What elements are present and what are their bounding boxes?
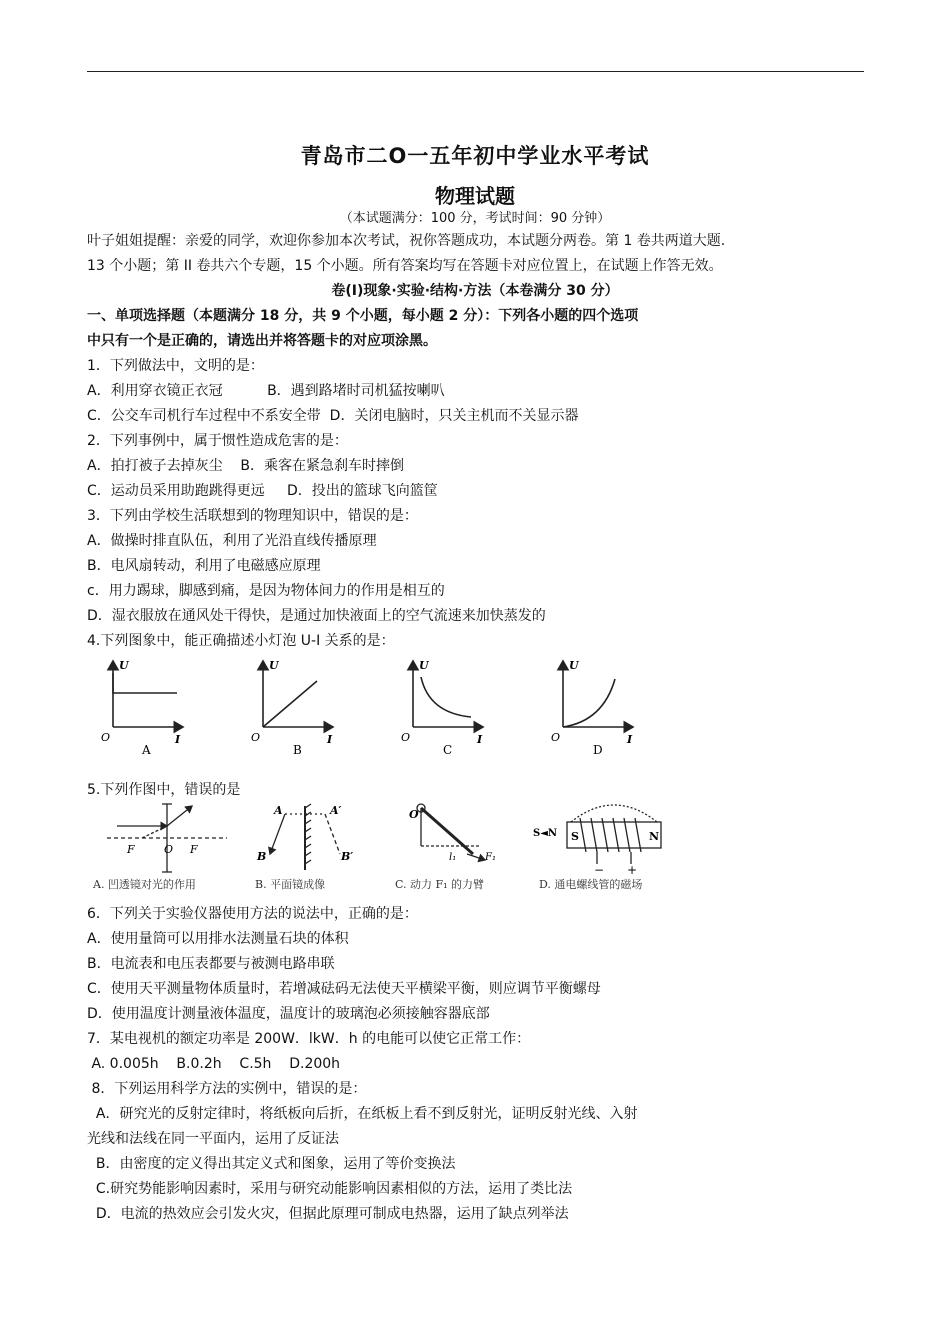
question-4: 4.下列图象中，能正确描述小灯泡 U-I 关系的是：: [87, 633, 395, 649]
section-title: 卷(I)现象·实验·结构·方法（本卷满分 30 分）: [331, 283, 619, 299]
q6-option-c: C．使用天平测量物体质量时，若增减砝码无法使天平横梁平衡，则应调节平衡螺母: [87, 981, 601, 997]
lens-f-left: F: [127, 843, 135, 856]
lens-diagram: [107, 804, 227, 872]
graph-a-u-label: U: [119, 659, 129, 672]
q5-figures: [87, 798, 677, 894]
graph-b-u-label: U: [269, 659, 279, 672]
graph-c-u-label: U: [419, 659, 429, 672]
lever-l1: l₁: [449, 852, 457, 863]
graph-b-o-label: O: [251, 731, 261, 744]
lever-f1: F₁: [485, 852, 496, 863]
q8-option-a-line1: A．研究光的反射定律时，将纸板向后折，在纸板上看不到反射光，证明反射光线、入射: [87, 1106, 638, 1122]
lens-f-right: F: [190, 843, 198, 856]
mirror-a-prime: A′: [330, 804, 342, 817]
question-1: 1．下列做法中，文明的是：: [87, 358, 264, 374]
notice-line-1: 叶子姐姐提醒：亲爱的同学，欢迎你参加本次考试，祝你答题成功，本试题分两卷。第 1 卷共两道大题.: [87, 233, 726, 249]
exam-subtitle: 物理试题: [435, 184, 515, 208]
q6-option-d: D．使用温度计测量液体温度，温度计的玻璃泡必须接触容器底部: [87, 1006, 490, 1022]
mirror-b-prime: B′: [341, 850, 354, 863]
q2-options-ab: A．拍打被子去掉灰尘 B．乘客在紧急刹车时摔倒: [87, 458, 404, 474]
exam-meta: （本试题满分：100 分，考试时间：90 分钟）: [339, 211, 611, 226]
graph-c-caption: C: [443, 743, 453, 757]
graph-b-i-label: I: [327, 733, 333, 746]
graph-c-i-label: I: [477, 733, 483, 746]
graph-c-o-label: O: [401, 731, 411, 744]
q1-options-cd: C．公交车司机行车过程中不系安全带 D．关闭电脑时，只关主机而不关显示器: [87, 408, 579, 424]
q3-option-a: A．做操时排直队伍，利用了光沿直线传播原理: [87, 533, 377, 549]
caption-b: B. 平面镜成像: [255, 878, 326, 891]
graph-a-i-label: I: [175, 733, 181, 746]
part1-line-2: 中只有一个是正确的，请选出并将答题卡的对应项涂黑。: [87, 333, 437, 349]
question-3: 3．下列由学校生活联想到的物理知识中，错误的是：: [87, 508, 418, 524]
q3-option-d: D．湿衣服放在通风处干得快，是通过加快液面上的空气流速来加快蒸发的: [87, 608, 546, 624]
compass-needle: S◄N: [533, 828, 558, 839]
caption-d: D. 通电螺线管的磁场: [539, 878, 643, 891]
q2-options-cd: C．运动员采用助跑跳得更远 D．投出的篮球飞向篮筐: [87, 483, 438, 499]
terminal-minus: −: [594, 863, 605, 877]
q1-options-ab: A．利用穿衣镜正衣冠 B．遇到路堵时司机猛按喇叭: [87, 383, 445, 399]
coil-n: N: [649, 830, 660, 843]
lever-o: O: [409, 808, 419, 821]
solenoid-diagram: [567, 805, 661, 864]
q6-option-a: A．使用量筒可以用排水法测量石块的体积: [87, 931, 349, 947]
question-6: 6．下列关于实验仪器使用方法的说法中，正确的是：: [87, 906, 418, 922]
graph-d-caption: D: [593, 743, 603, 757]
q3-option-c: c．用力踢球，脚感到痛，是因为物体间力的作用是相互的: [87, 583, 445, 599]
q6-option-b: B．电流表和电压表都要与被测电路串联: [87, 956, 335, 972]
q3-option-b: B．电风扇转动，利用了电磁感应原理: [87, 558, 321, 574]
question-2: 2．下列事例中，属于惯性造成危害的是：: [87, 433, 348, 449]
question-8: 8．下列运用科学方法的实例中，错误的是：: [87, 1081, 367, 1097]
q8-option-a-line2: 光线和法线在同一平面内，运用了反证法: [87, 1131, 339, 1147]
notice-line-2: 13 个小题；第 II 卷共六个专题，15 个小题。所有答案均写在答题卡对应位置上，在试题上作答无效。: [87, 258, 723, 274]
graph-b-caption: B: [293, 743, 302, 757]
exam-title: 青岛市二O一五年初中学业水平考试: [300, 144, 650, 168]
question-7: 7．某电视机的额定功率是 200W．lkW．h 的电能可以使它正常工作：: [87, 1031, 531, 1047]
q8-option-b: B．由密度的定义得出其定义式和图象，运用了等价变换法: [87, 1156, 456, 1172]
mirror-b: B: [257, 850, 267, 863]
graph-d-o-label: O: [551, 731, 561, 744]
part1-line-1: 一、单项选择题（本题满分 18 分，共 9 个小题，每小题 2 分）：下列各小题的四个选项: [87, 308, 639, 324]
q8-option-d: D．电流的热效应会引发火灾，但据此原理可制成电热器，运用了缺点列举法: [87, 1206, 569, 1222]
terminal-plus: +: [627, 863, 638, 877]
graph-d-i-label: I: [627, 733, 633, 746]
graph-a-o-label: O: [101, 731, 111, 744]
mirror-a: A: [274, 804, 283, 817]
graph-d-u-label: U: [569, 659, 579, 672]
coil-s: S: [571, 830, 579, 843]
lens-o: O: [164, 843, 174, 856]
q8-option-c: C.研究势能影响因素时，采用与研究动能影响因素相似的方法，运用了类比法: [87, 1181, 573, 1197]
question-5: 5.下列作图中，错误的是: [87, 782, 241, 798]
top-rule: [87, 71, 864, 72]
caption-c: C. 动力 F₁ 的力臂: [395, 878, 485, 891]
q4-graphs: [87, 655, 657, 760]
graph-a-caption: A: [142, 743, 151, 757]
q7-options: A. 0.005h B.0.2h C.5h D.200h: [87, 1056, 341, 1072]
caption-a: A. 凹透镜对光的作用: [93, 878, 196, 891]
